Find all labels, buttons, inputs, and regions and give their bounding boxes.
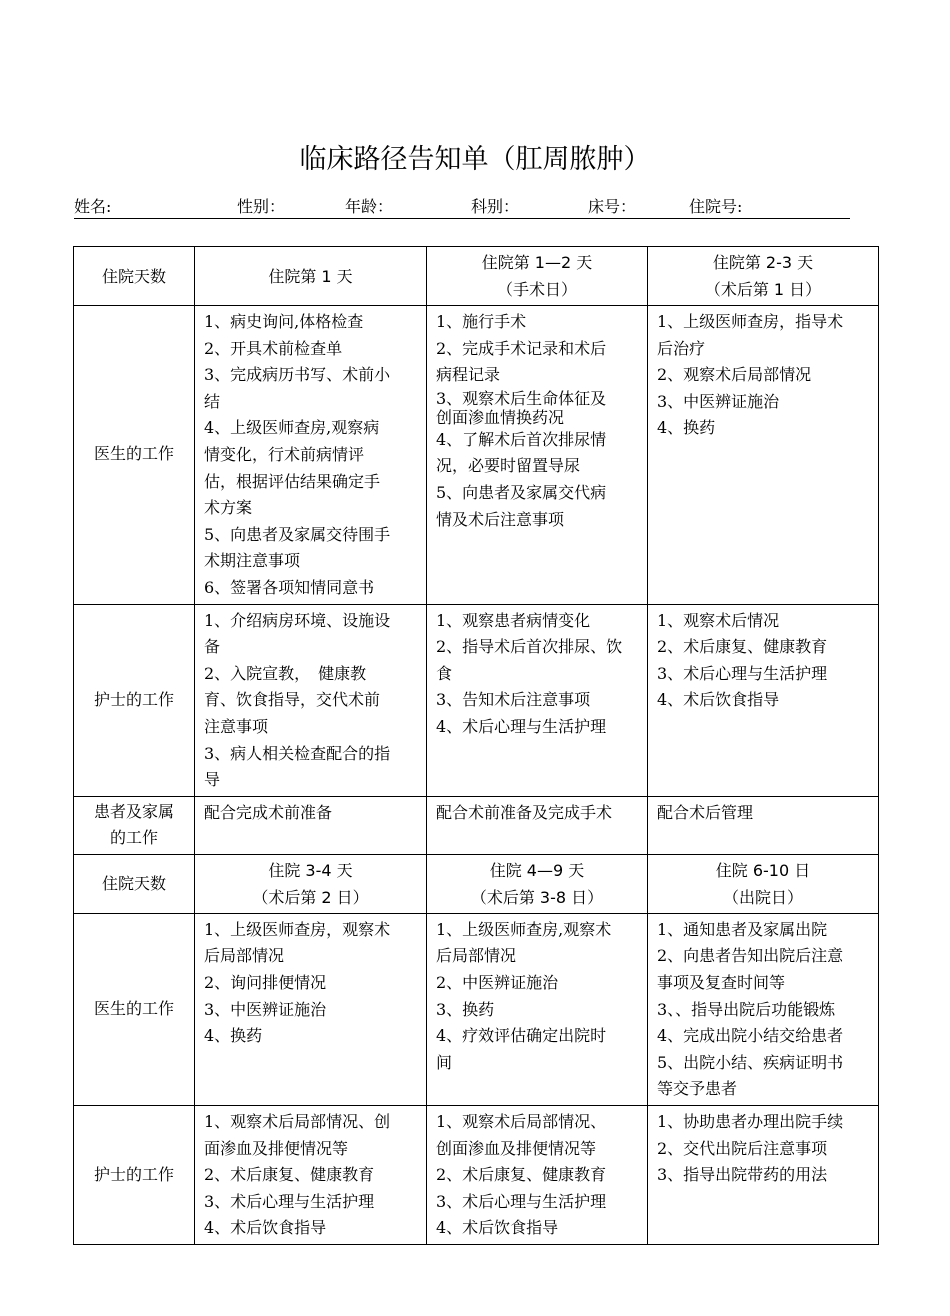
nurse-work-day2-3: 1、观察术后情况 2、术后康复、健康教育 3、术后心理与生活护理 4、术后饮食指导 xyxy=(648,604,879,796)
doctor-work-day1-2: 1、施行手术 2、完成手术记录和术后 病程记录 3、观察术后生命体征及 创面渗血情换药况 4、了解术后首次排尿情 况，必要时留置导尿 5、向患者及家属交代病 情及术后注意事项 xyxy=(427,306,648,605)
section1-doctor-row xyxy=(74,306,879,605)
section1-nurse-row xyxy=(74,604,879,796)
name-label: 姓名: xyxy=(74,197,112,216)
nurse-work-day1-2: 1、观察患者病情变化 2、指导术后首次排尿、饮 食 3、告知术后注意事项 4、术后心理与生活护理 xyxy=(427,604,648,796)
section2-nurse-row xyxy=(74,1106,879,1245)
header-days-label-2: 住院天数 xyxy=(74,854,195,913)
document-title: 临床路径告知单（肛周脓肿） xyxy=(299,144,651,175)
patient-work-day1: 配合完成术前准备 xyxy=(195,796,427,854)
patient-family-work-label: 患者及家属 的工作 xyxy=(74,796,195,854)
header-day6-10: 住院 6-10 日 （出院日） xyxy=(648,854,879,913)
doctor-work-day2-3: 1、上级医师查房，指导术 后治疗 2、观察术后局部情况 3、中医辨证施治 4、换药 xyxy=(648,306,879,605)
nurse-work-day1: 1、介绍病房环境、设施设 备 2、入院宣教， 健康教 育、饮食指导，交代术前 注意事项 3、病人相关检查配合的指 导 xyxy=(195,604,427,796)
patient-work-day1-2: 配合术前准备及完成手术 xyxy=(427,796,648,854)
nurse-work-day4-9: 1、观察术后局部情况、 创面渗血及排便情况等 2、术后康复、健康教育 3、术后心理与生活护理 4、术后饮食指导 xyxy=(427,1106,648,1245)
admission-no-label: 住院号: xyxy=(689,197,743,216)
patient-work-day2-3: 配合术后管理 xyxy=(648,796,879,854)
section2-header-row xyxy=(74,854,879,913)
bed-label: 床号： xyxy=(588,197,637,216)
header-day4-9: 住院 4—9 天 （术后第 3-8 日） xyxy=(427,854,648,913)
section1-patient-row xyxy=(74,796,879,854)
doctor-work-label: 医生的工作 xyxy=(74,306,195,605)
doctor-work-day4-9: 1、上级医师查房,观察术 后局部情况 2、中医辨证施治 3、换药 4、疗效评估确定出院时 间 xyxy=(427,913,648,1105)
nurse-work-label: 护士的工作 xyxy=(74,604,195,796)
nurse-work-label-2: 护士的工作 xyxy=(74,1106,195,1245)
header-days-label: 住院天数 xyxy=(74,247,195,306)
header-day1: 住院第 1 天 xyxy=(195,247,427,306)
age-label: 年龄： xyxy=(345,197,394,216)
doctor-work-label-2: 医生的工作 xyxy=(74,913,195,1105)
doctor-work-day1: 1、病史询问,体格检查 2、开具术前检查单 3、完成病历书写、术前小 结 4、上级医师查房,观察病 情变化，行术前病情评 估，根据评估结果确定手 术方案 5、向患者及家属交待围手 术期注意事项 6、签署各项知情同意书 xyxy=(195,306,427,605)
doctor-work-day3-4: 1、上级医师查房，观察术 后局部情况 2、询问排便情况 3、中医辨证施治 4、换药 xyxy=(195,913,427,1105)
section1-header-row xyxy=(74,247,879,306)
department-label: 科别： xyxy=(471,197,520,216)
nurse-work-day3-4: 1、观察术后局部情况、创 面渗血及排便情况等 2、术后康复、健康教育 3、术后心理与生活护理 4、术后饮食指导 xyxy=(195,1106,427,1245)
gender-label: 性别： xyxy=(237,197,286,216)
section2-doctor-row xyxy=(74,913,879,1105)
header-day3-4: 住院 3-4 天 （术后第 2 日） xyxy=(195,854,427,913)
patient-info-line xyxy=(74,196,850,219)
header-day1-2: 住院第 1—2 天 （手术日） xyxy=(427,247,648,306)
header-day2-3: 住院第 2-3 天 （术后第 1 日） xyxy=(648,247,879,306)
doctor-work-day6-10: 1、通知患者及家属出院 2、向患者告知出院后注意 事项及复查时间等 3、、指导出院后功能锻炼 4、完成出院小结交给患者 5、出院小结、疾病证明书 等交予患者 xyxy=(648,913,879,1105)
nurse-work-day6-10: 1、协助患者办理出院手续 2、交代出院后注意事项 3、指导出院带药的用法 xyxy=(648,1106,879,1245)
clinical-pathway-table xyxy=(73,246,879,1245)
